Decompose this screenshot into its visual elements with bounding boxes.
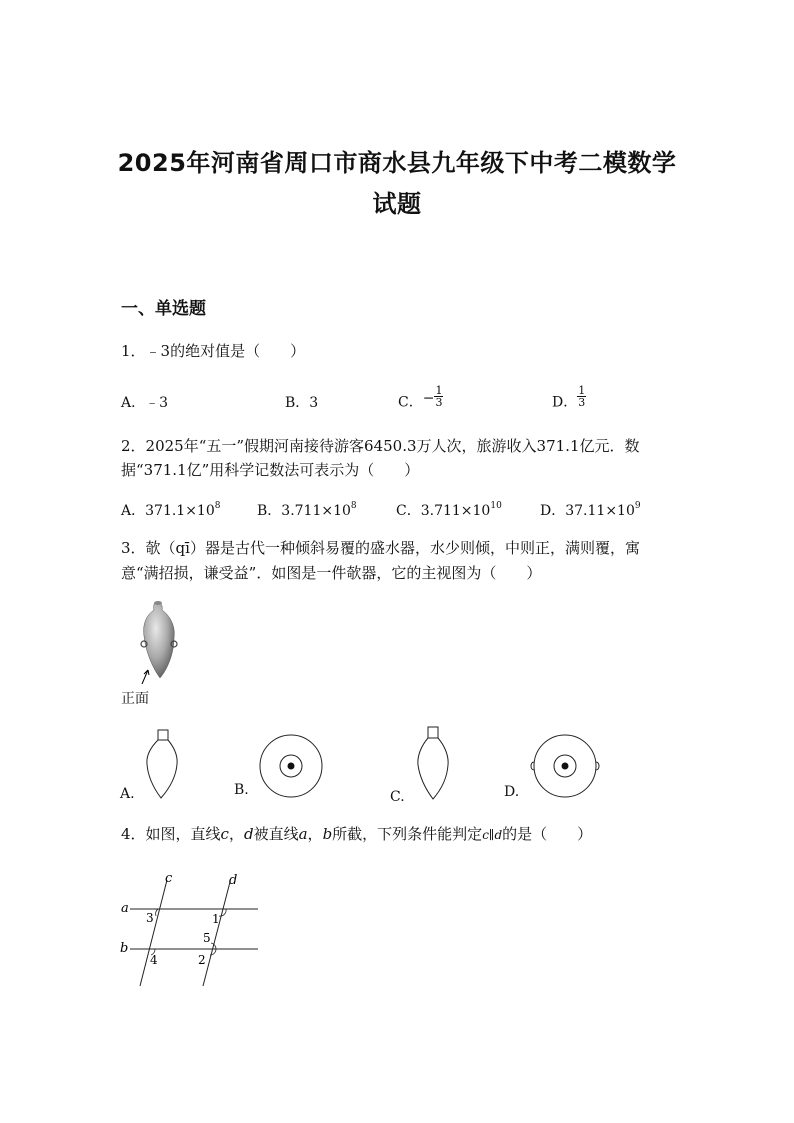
q3-option-d-label: D. bbox=[504, 784, 520, 800]
q4-parallel: ∥ bbox=[488, 828, 495, 842]
q4-cond-c: c bbox=[482, 828, 489, 842]
q4-sep1: ， bbox=[228, 825, 244, 843]
q3-option-a-label: A. bbox=[120, 786, 135, 802]
line-c bbox=[140, 880, 167, 986]
option-exponent: 10 bbox=[490, 501, 502, 511]
document-title-line1: 2025年河南省周口市商水县九年级下中考二模数学 bbox=[117, 149, 677, 177]
fig-label-d: d bbox=[229, 873, 238, 888]
q1-option-b: B．3 bbox=[285, 395, 319, 411]
section-heading: 一、单选题 bbox=[121, 299, 206, 319]
q3-option-b-figure bbox=[258, 733, 324, 799]
q1-option-c-sign: − bbox=[422, 390, 435, 407]
q4-var-d: d bbox=[243, 825, 254, 843]
question-3-line1: 3．欹（qī）器是古代一种倾斜易覆的盛水器，水少则倾，中则正，满则覆，寓 bbox=[121, 539, 640, 557]
q3-option-c-figure bbox=[413, 725, 457, 801]
fig-angle-1: 1 bbox=[212, 912, 220, 926]
q4-text-mid: 被直线 bbox=[253, 825, 299, 843]
fig-angle-4: 4 bbox=[150, 953, 158, 967]
option-mantissa: 37.11×10 bbox=[565, 503, 635, 519]
fig-label-b: b bbox=[120, 941, 129, 956]
q3-option-c-label: C. bbox=[390, 789, 405, 805]
q1-option-a: A．﹣3 bbox=[121, 395, 169, 411]
question-1-stem: 1．﹣3的绝对值是（ ） bbox=[121, 342, 306, 360]
q4-text-end: 的是（ ） bbox=[502, 825, 593, 843]
fraction-numerator: 1 bbox=[435, 384, 443, 397]
question-4-stem bbox=[121, 821, 592, 848]
fig-angle-2: 2 bbox=[198, 953, 206, 967]
option-label: A． bbox=[121, 503, 146, 519]
q3-option-a-figure bbox=[140, 728, 190, 800]
option-mantissa: 371.1×10 bbox=[145, 503, 215, 519]
option-mantissa: 3.711×10 bbox=[420, 503, 491, 519]
question-2-line1: 2．2025年“五一”假期河南接待游客6450.3万人次，旅游收入371.1亿元．数 bbox=[121, 437, 640, 455]
option-label: B． bbox=[257, 503, 282, 519]
q4-var-a: a bbox=[298, 825, 308, 843]
q4-lines-figure bbox=[115, 866, 265, 990]
fig-label-a: a bbox=[121, 901, 129, 916]
q2-option-b bbox=[257, 500, 357, 520]
q3-option-d-figure bbox=[528, 733, 602, 799]
q4-var-b: b bbox=[322, 825, 333, 843]
fraction-denominator: 3 bbox=[578, 396, 586, 409]
option-exponent: 9 bbox=[634, 501, 641, 511]
option-exponent: 8 bbox=[214, 501, 221, 511]
option-label: C． bbox=[396, 503, 421, 519]
q2-option-c bbox=[396, 500, 502, 520]
fraction bbox=[577, 385, 586, 408]
fig-label-c: c bbox=[165, 871, 173, 886]
option-mantissa: 3.711×10 bbox=[281, 503, 351, 519]
q3-option-b-label: B. bbox=[234, 782, 249, 798]
vessel-photo bbox=[120, 598, 190, 690]
q4-cond-d: d bbox=[494, 828, 503, 842]
fraction-denominator: 3 bbox=[435, 396, 443, 409]
q1-option-c-label: C． bbox=[398, 394, 423, 411]
q4-text-post: 所截，下列条件能判定 bbox=[332, 825, 483, 843]
option-exponent: 8 bbox=[350, 501, 357, 511]
q2-option-a bbox=[121, 500, 220, 520]
fig-angle-3: 3 bbox=[146, 911, 154, 925]
option-label: D． bbox=[540, 503, 566, 519]
document-title-line2: 试题 bbox=[372, 190, 422, 218]
fig-angle-5: 5 bbox=[203, 931, 211, 945]
q4-sep2: ， bbox=[307, 825, 323, 843]
question-2-line2: 据“371.1亿”用科学记数法可表示为（ ） bbox=[121, 461, 420, 479]
fraction-numerator: 1 bbox=[578, 384, 586, 397]
front-label: 正面 bbox=[121, 691, 149, 707]
fraction bbox=[434, 385, 443, 408]
q2-option-d bbox=[540, 500, 641, 520]
q1-option-c bbox=[398, 385, 443, 412]
q4-var-c: c bbox=[220, 825, 229, 843]
q4-text-pre: 4．如图，直线 bbox=[121, 825, 221, 843]
question-3-line2: 意“满招损，谦受益”．如图是一件欹器，它的主视图为（ ） bbox=[121, 564, 542, 582]
q1-option-d-label: D． bbox=[552, 394, 578, 411]
q1-option-d bbox=[552, 385, 586, 412]
